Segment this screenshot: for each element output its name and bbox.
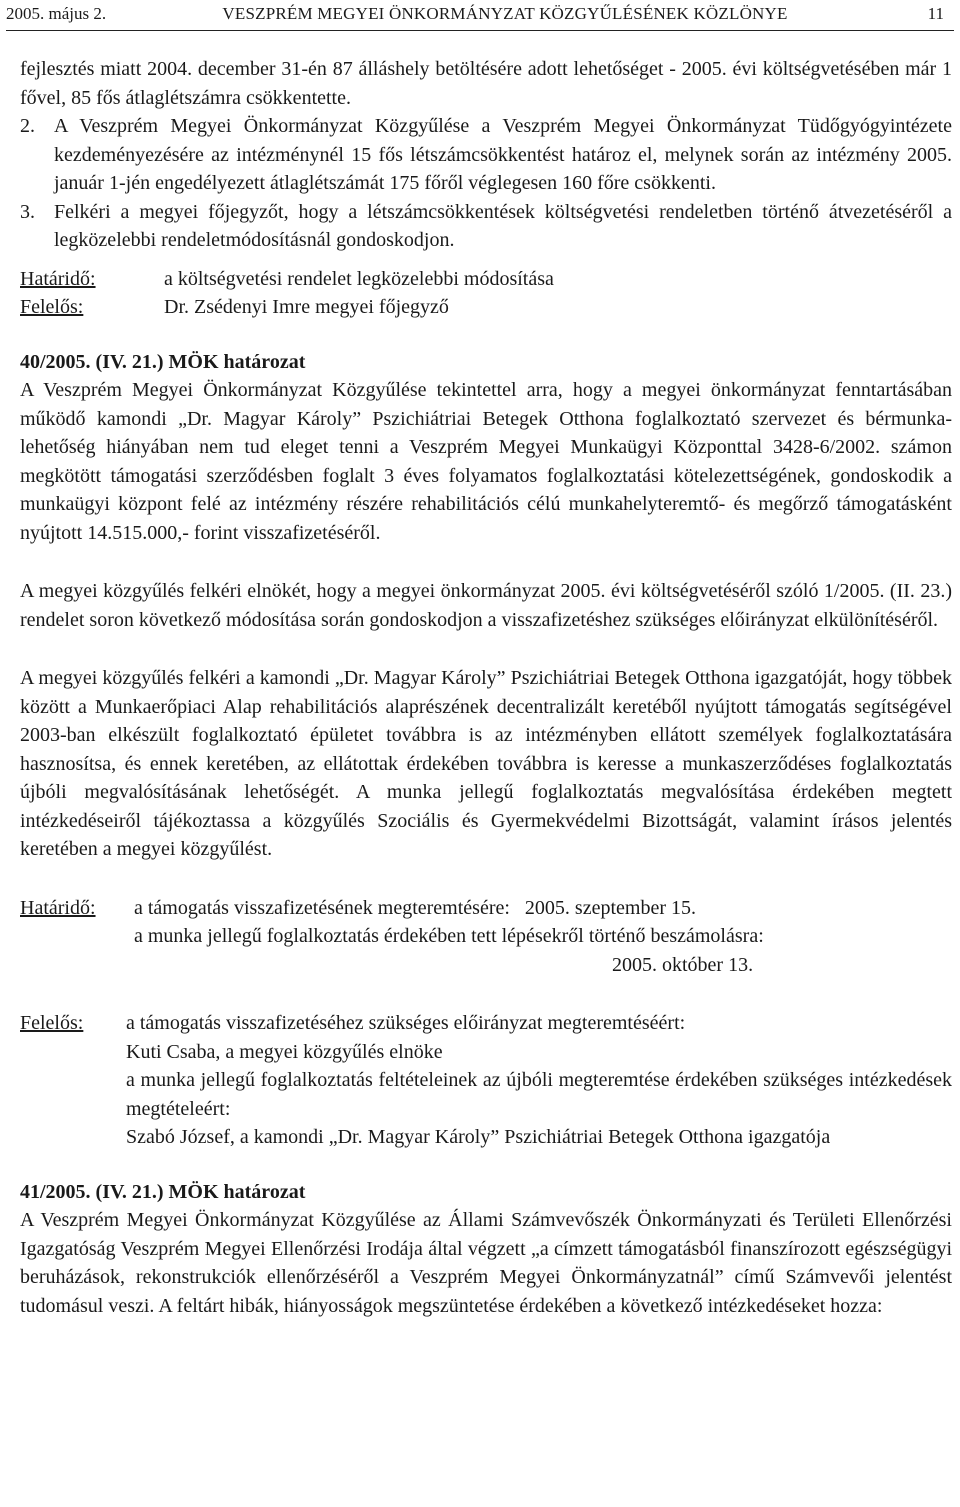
responsible-line: a támogatás visszafizetéséhez szükséges előirányzat megteremtéséért: [126, 1012, 686, 1034]
resolution-40-heading: 40/2005. (IV. 21.) MÖK határozat [20, 350, 306, 373]
responsible-line: Szabó József, a kamondi „Dr. Magyar Károly” Pszichiátriai Betegek Otthona igazgatója [126, 1126, 831, 1148]
list-item-text: Felkéri a megyei főjegyzőt, hogy a létszámcsökkentések költségvetési rendeletben történő átvezetéséről a legközelebbi rendeletmódosításnál gondoskodjon. [54, 200, 952, 251]
main-content [20, 55, 952, 1320]
resolution-41-paragraph-1: A Veszprém Megyei Önkormányzat Közgyűlése az Állami Számvevőszék Önkormányzati és Területi Ellenőrzési Igazgatóság Veszprém Megyei Ellenőrzési Irodája által végzett „a címzett támogatásból finanszírozott egészségügyi beruházások, rekonstrukciók ellenőrzéséről a Veszprém Megyei Önkormányzatnál” című Számvevői jelentést tudomásul veszi. A feltárt hibák, hiányosságok megszüntetése érdekében a következő intézkedéseket hozza: [20, 1209, 952, 1317]
header-title: VESZPRÉM MEGYEI ÖNKORMÁNYZAT KÖZGYŰLÉSÉNEK KÖZLÖNYE [222, 4, 788, 23]
list-item-3 [20, 198, 952, 255]
deadline-value: a költségvetési rendelet legközelebbi módosítása [164, 267, 554, 290]
responsible-value: Dr. Zsédenyi Imre megyei főjegyző [164, 296, 449, 318]
header-date: 2005. május 2. [6, 4, 107, 23]
header-divider [6, 30, 954, 31]
resolution-40-responsible-row [20, 1009, 952, 1152]
deadline-line-2: a munka jellegű foglalkoztatás érdekében tett lépésekről történő beszámolásra: [134, 925, 764, 947]
resolution-40-deadline-row [20, 894, 952, 923]
page-number: 11 [927, 4, 944, 23]
deadline-line-1: a támogatás visszafizetésének megteremtésére: 2005. szeptember 15. [134, 896, 696, 919]
list-item-text: A Veszprém Megyei Önkormányzat Közgyűlése a Veszprém Megyei Önkormányzat Tüdőgyógyintézete kezdeményezésére az intézménynél 15 fős létszámcsökkentést határoz el, melynek során az intézmény 2005. január 1-jén engedélyezett átlaglétszámát 175 főről véglegesen 160 főre csökkenti. [54, 115, 952, 194]
deadline-line-2-date: 2005. október 13. [612, 953, 754, 976]
responsible-list [126, 1009, 952, 1152]
deadline-row [20, 265, 952, 294]
responsible-row [20, 293, 952, 322]
list-item-number: 2. [20, 115, 35, 137]
resolution-40-paragraph-3: A megyei közgyűlés felkéri a kamondi „Dr. Magyar Károly” Pszichiátriai Betegek Otthona igazgatóját, hogy többek között a Munkaerőpiaci Alap rehabilitációs alaprészének decentralizált keretéből nyújtott támogatás segítségével 2003-ban elkészült foglalkoztató épületet továbbra is az intézményben ellátott személyek foglalkoztatására hasznosítsa, és ennek keretében, az ellátottak érdekében továbbra is keresse a munkaszerződéses foglalkoztatás újbóli megvalósításának lehetőségét. A munka jellegű foglalkoztatás megvalósítása érdekében megtett intézkedéseiről tájékoztassa a közgyűlés Szociális és Gyermekvédelmi Bizottságát, valamint írásos jelentés keretében a megyei közgyűlést. [20, 667, 952, 860]
resolution-40-paragraph-2: A megyei közgyűlés felkéri elnökét, hogy a megyei önkormányzat 2005. évi költségvetéséről szóló 1/2005. (II. 23.) rendelet soron következő módosítása során gondoskodjon a visszafizetéshez szükséges előirányzat elkülönítéséről. [20, 580, 952, 631]
responsible-line: a munka jellegű foglalkoztatás feltételeinek az újbóli megteremtése érdekében szükséges intézkedések megtételeért: [126, 1069, 952, 1120]
responsible-line: Kuti Csaba, a megyei közgyűlés elnöke [126, 1040, 443, 1063]
resolution-40-paragraph-1: A Veszprém Megyei Önkormányzat Közgyűlése tekintettel arra, hogy a megyei önkormányzat fenntartásában működő kamondi „Dr. Magyar Károly” Pszichiátriai Betegek Otthona foglalkoztató szervezet és bérmunka-lehetőség hiányában nem tud eleget tenni a Veszprém Megyei Munkaügyi Központtal 3428-6/2002. számon megkötött támogatási szerződésben foglalt 3 éves folyamatos foglalkoztatási kötelezettségének, gondoskodik a munkaügyi központ felé az intézmény részére rehabilitációs célú munkahelyteremtő- és megőrző támogatásként nyújtott 14.515.000,- forint visszafizetéséről. [20, 379, 952, 544]
intro-paragraph: fejlesztés miatt 2004. december 31-én 87 álláshely betöltésére adott lehetőséget - 2005. évi költségvetésében már 1 fővel, 85 fős átlaglétszámra csökkentette. [20, 58, 952, 109]
responsible-label: Felelős: [20, 296, 84, 318]
deadline-label: Határidő: [20, 896, 96, 919]
list-item-2 [20, 112, 952, 198]
page-header [6, 4, 950, 30]
list-item-number: 3. [20, 200, 35, 223]
deadline-label: Határidő: [20, 267, 96, 290]
resolution-41-heading: 41/2005. (IV. 21.) MÖK határozat [20, 1180, 306, 1203]
responsible-label: Felelős: [20, 1012, 84, 1034]
